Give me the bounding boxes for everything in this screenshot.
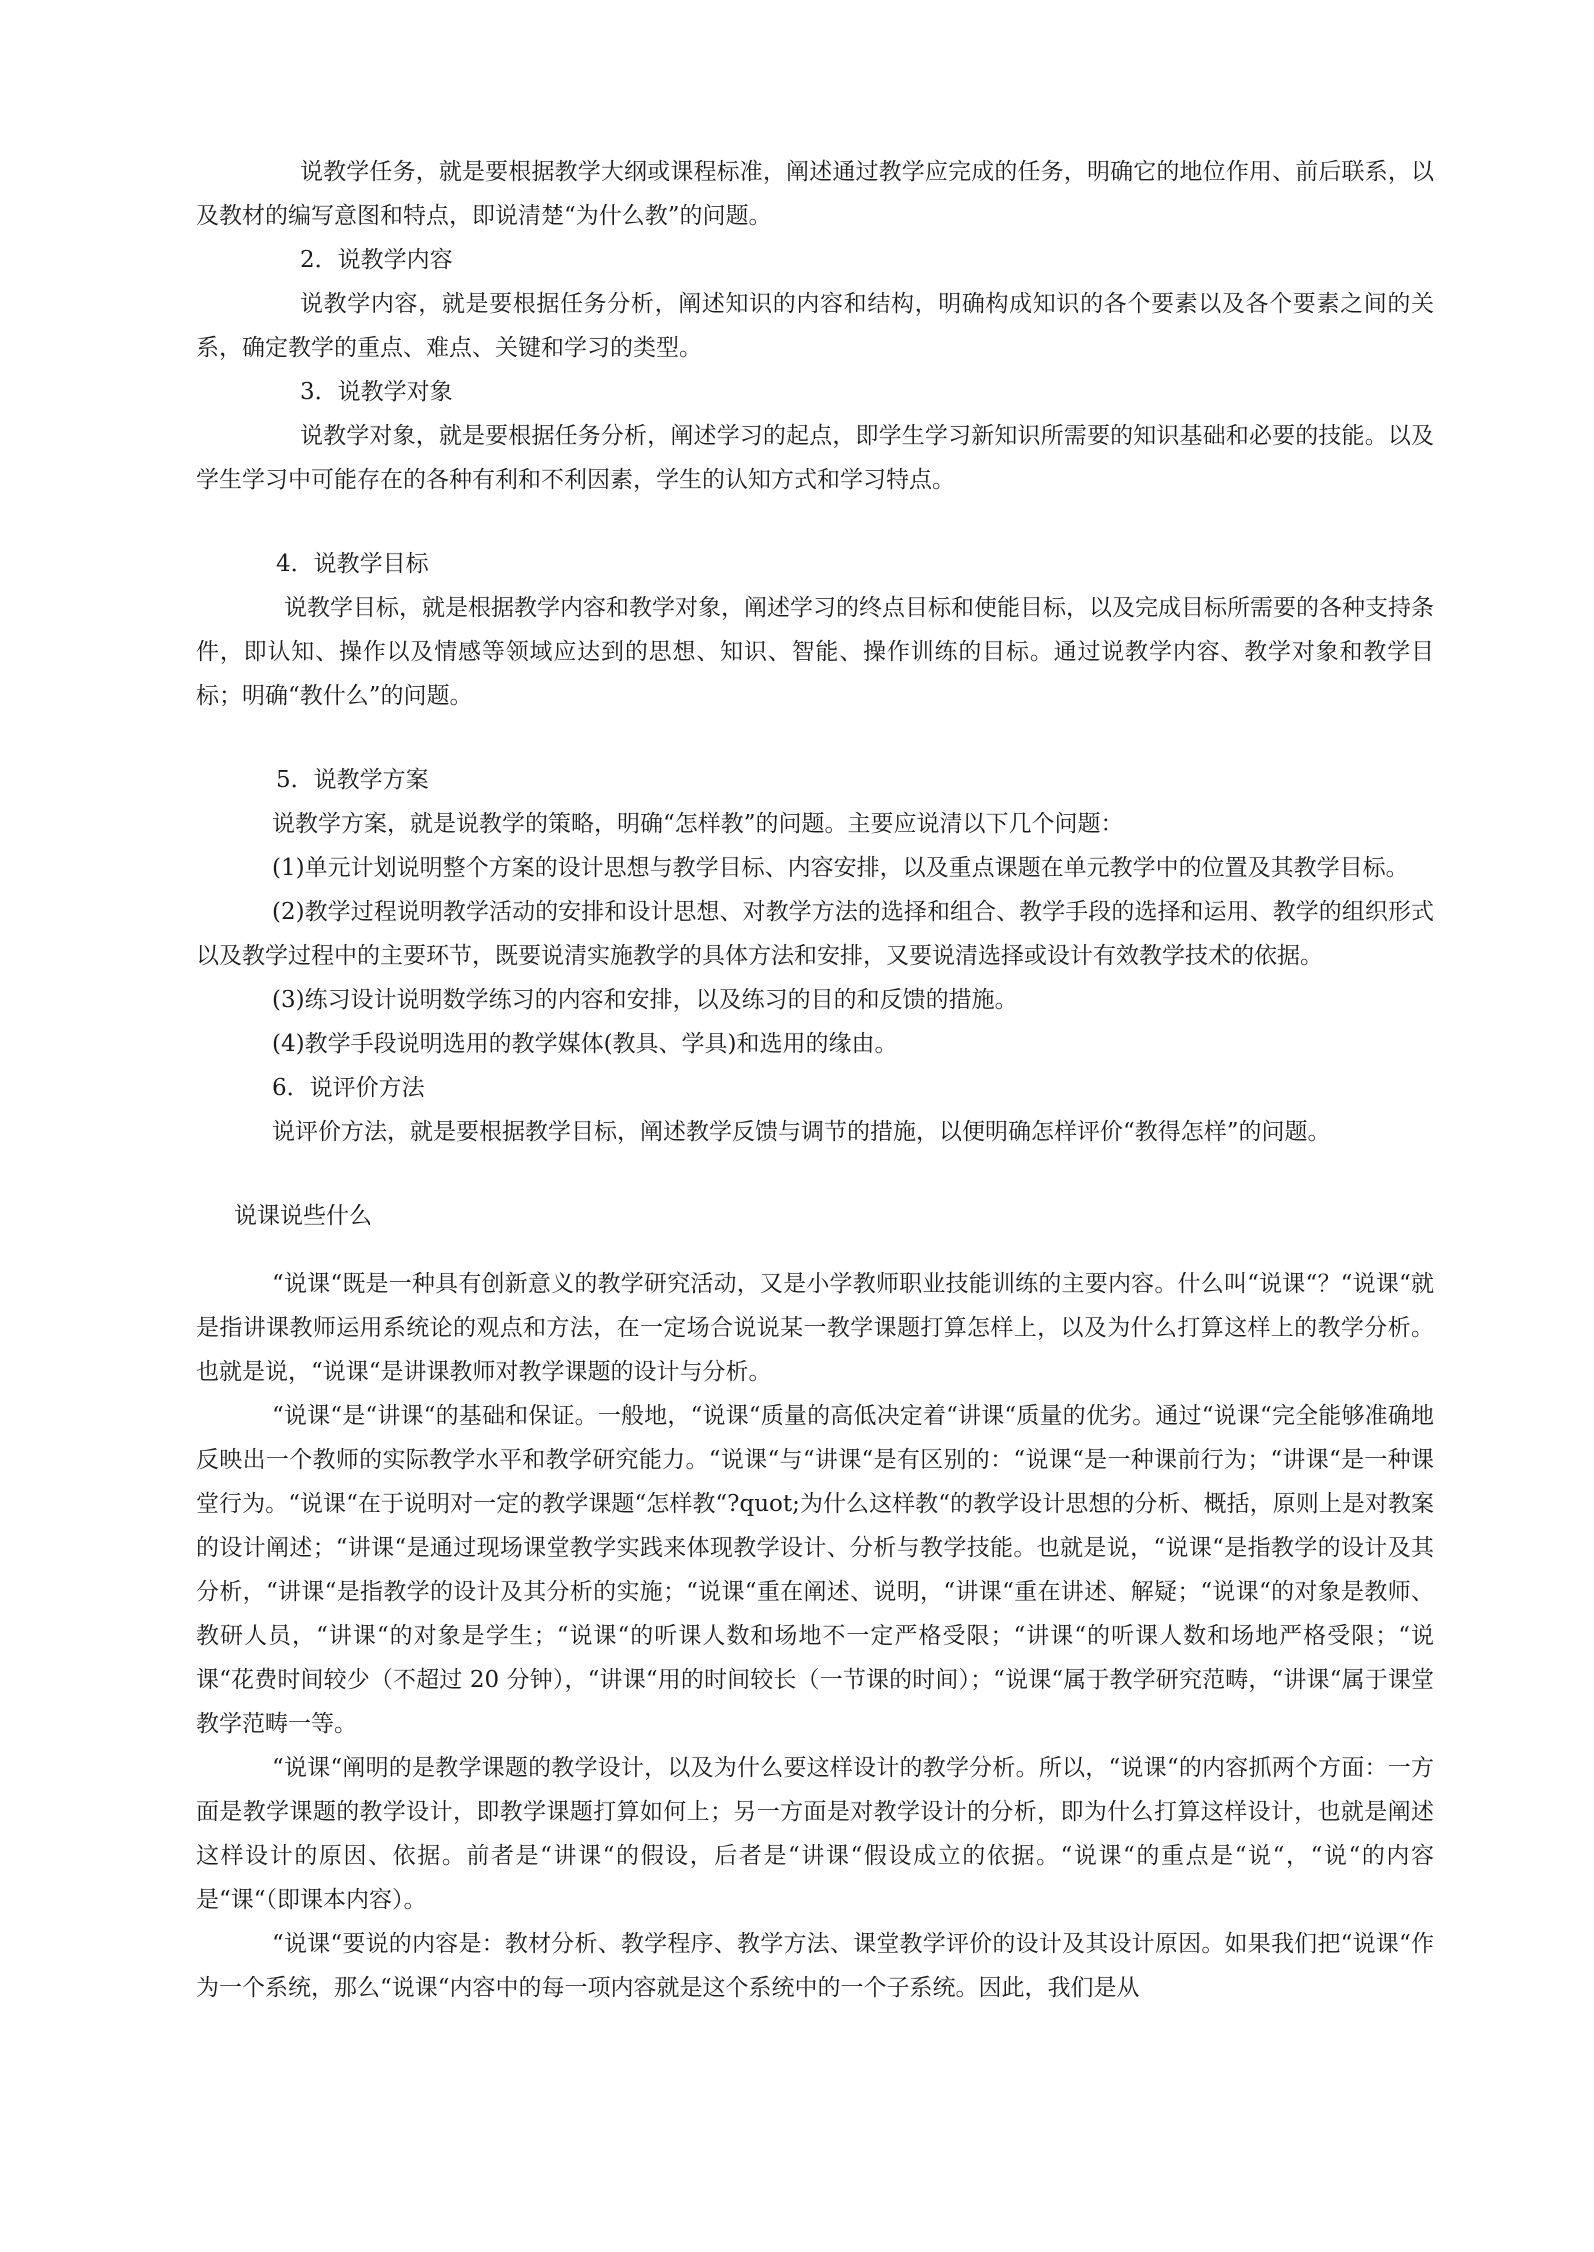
paragraph-evaluation-method: 说评价方法，就是要根据教学目标，阐述教学反馈与调节的措施，以便明确怎样评价“教得怎样”的问题。 — [272, 1119, 1331, 1145]
paragraph-shuoke-definition: “说课“既是一种具有创新意义的教学研究活动，又是小学教师职业技能训练的主要内容。什么叫“说课“？“说课“就是指讲课教师运用系统论的观点和方法，在一定场合说说某一教学课题打算怎样上，以及为什么打算这样上的教学分析。也就是说，“说课“是讲课教师对教学课题的设计与分析。 — [196, 1271, 1434, 1385]
paragraph-shuoke-content: “说课“阐明的是教学课题的教学设计，以及为什么要这样设计的教学分析。所以，“说课“的内容抓两个方面：一方面是教学课题的教学设计，即教学课题打算如何上；另一方面是对教学设计的分析，即为什么打算这样设计，也就是阐述这样设计的原因、依据。前者是“讲课“的假设，后者是“讲课“假设成立的依据。“说课“的重点是“说“，“说“的内容是“课“（即课本内容）。 — [196, 1755, 1434, 1913]
paragraph-shuoke-system: “说课“要说的内容是：教材分析、教学程序、教学方法、课堂教学评价的设计及其设计原因。如果我们把“说课“作为一个系统，那么“说课“内容中的每一项内容就是这个系统中的一个子系统。因此，我们是从 — [196, 1931, 1434, 2001]
heading-teaching-plan: 5．说教学方案 — [276, 767, 429, 793]
spacer — [196, 502, 1434, 542]
paragraph-teaching-plan: 说教学方案，就是说教学的策略，明确“怎样教”的问题。主要应说清以下几个问题： — [272, 811, 1124, 837]
paragraph-plan-item-3: (3)练习设计说明数学练习的内容和安排，以及练习的目的和反馈的措施。 — [272, 987, 1018, 1013]
paragraph-teaching-goal: 说教学目标，就是根据教学内容和教学对象，阐述学习的终点目标和使能目标，以及完成目标所需要的各种支持条件，即认知、操作以及情感等领域应达到的思想、知识、智能、操作训练的目标。通过说教学内容、教学对象和教学目标；明确“教什么”的问题。 — [196, 595, 1434, 709]
paragraph-teaching-task: 说教学任务，就是要根据教学大纲或课程标准，阐述通过教学应完成的任务，明确它的地位作用、前后联系，以及教材的编写意图和特点，即说清楚“为什么教”的问题。 — [196, 159, 1434, 229]
paragraph-teaching-content: 说教学内容，就是要根据任务分析，阐述知识的内容和结构，明确构成知识的各个要素以及各个要素之间的关系，确定教学的重点、难点、关键和学习的类型。 — [196, 291, 1434, 361]
heading-evaluation-method: 6．说评价方法 — [272, 1075, 425, 1101]
paragraph-teaching-object: 说教学对象，就是要根据任务分析，阐述学习的起点，即学生学习新知识所需要的知识基础和必要的技能。以及学生学习中可能存在的各种有利和不利因素，学生的认知方式和学习特点。 — [196, 423, 1434, 493]
paragraph-plan-item-2: (2)教学过程说明教学活动的安排和设计思想、对教学方法的选择和组合、教学手段的选择和运用、教学的组织形式以及教学过程中的主要环节，既要说清实施教学的具体方法和安排，又要说清选择或设计有效教学技术的依据。 — [196, 899, 1434, 969]
spacer — [196, 718, 1434, 758]
spacer — [196, 1154, 1434, 1194]
spacer — [196, 1238, 1434, 1262]
heading-teaching-content: 2．说教学内容 — [300, 247, 453, 273]
heading-teaching-object: 3．说教学对象 — [300, 379, 453, 405]
paragraph-plan-item-1: (1)单元计划说明整个方案的设计思想与教学目标、内容安排，以及重点课题在单元教学中的位置及其教学目标。 — [272, 855, 1409, 881]
document-page — [196, 150, 1434, 2010]
paragraph-plan-item-4: (4)教学手段说明选用的教学媒体(教具、学具)和选用的缘由。 — [272, 1031, 898, 1057]
heading-teaching-goal: 4．说教学目标 — [276, 551, 429, 577]
section-title: 说课说些什么 — [234, 1203, 372, 1229]
paragraph-shuoke-vs-jiangke: “说课“是“讲课“的基础和保证。一般地，“说课“质量的高低决定着“讲课“质量的优劣。通过“说课“完全能够准确地反映出一个教师的实际教学水平和教学研究能力。“说课“与“讲课“是有区别的：“说课“是一种课前行为；“讲课“是一种课堂行为。“说课“在于说明对一定的教学课题“怎样教“?quot;为什么这样教“的教学设计思想的分析、概括，原则上是对教案的设计阐述；“讲课“是通过现场课堂教学实践来体现教学设计、分析与教学技能。也就是说，“说课“是指教学的设计及其分析，“讲课“是指教学的设计及其分析的实施；“说课“重在阐述、说明，“讲课“重在讲述、解疑；“说课“的对象是教师、教研人员，“讲课“的对象是学生；“说课“的听课人数和场地不一定严格受限；“讲课“的听课人数和场地严格受限；“说课“花费时间较少（不超过 20 分钟），“讲课“用的时间较长（一节课的时间）；“说课“属于教学研究范畴，“讲课“属于课堂教学范畴一等。 — [196, 1403, 1434, 1737]
